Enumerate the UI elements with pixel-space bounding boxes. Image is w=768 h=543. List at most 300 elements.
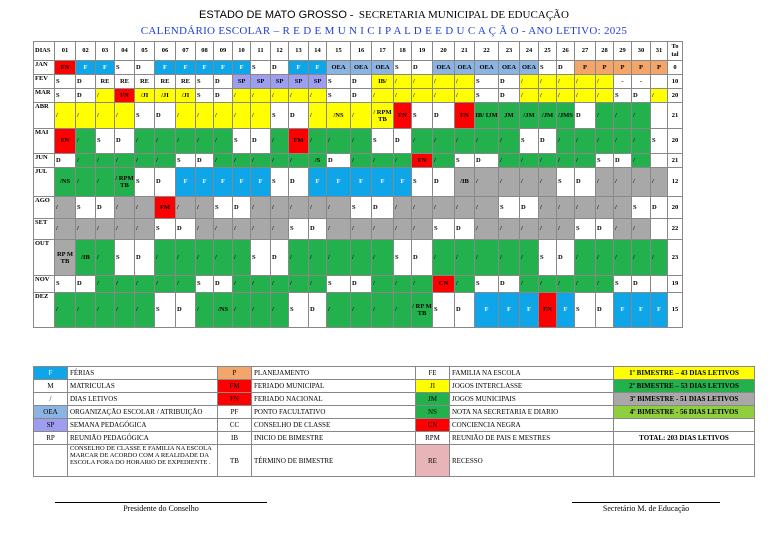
- day-header: 20: [433, 42, 455, 61]
- day-cell: S: [651, 129, 668, 154]
- day-cell: /: [271, 219, 289, 240]
- day-cell: IB/: [372, 75, 394, 89]
- day-cell: D: [55, 154, 76, 168]
- legend-label: FÉRIAS: [68, 367, 218, 380]
- day-cell: SP: [251, 75, 271, 89]
- day-cell: F: [233, 168, 251, 197]
- day-cell: /: [96, 168, 115, 197]
- month-total: 20: [668, 129, 683, 154]
- day-header: 17: [372, 42, 394, 61]
- day-cell: /: [596, 129, 614, 154]
- day-cell: /: [394, 219, 412, 240]
- month-label: MAI: [34, 129, 55, 154]
- legend-label: RECESSO: [450, 445, 614, 477]
- day-cell: /: [176, 240, 196, 276]
- month-total: 21: [668, 103, 683, 129]
- day-cell: /: [455, 89, 475, 103]
- month-total: 20: [668, 89, 683, 103]
- day-cell: /: [196, 197, 214, 219]
- day-cell: D: [76, 276, 96, 293]
- day-cell: /: [309, 89, 327, 103]
- day-cell: D: [351, 75, 372, 89]
- day-cell: /: [520, 89, 539, 103]
- day-cell: D: [155, 168, 176, 197]
- day-cell: D: [271, 240, 289, 276]
- day-cell: S: [475, 75, 499, 89]
- day-header: 03: [96, 42, 115, 61]
- day-cell: S: [96, 129, 115, 154]
- day-cell: FN: [455, 103, 475, 129]
- signature-secretary-label: Secretário M. de Educação: [602, 504, 690, 513]
- legend-label: PONTO FACULTATIVO: [252, 406, 416, 419]
- day-cell: /: [520, 75, 539, 89]
- day-cell: /: [96, 240, 115, 276]
- day-header: 22: [475, 42, 499, 61]
- day-cell: /: [412, 129, 433, 154]
- day-cell: /S: [309, 154, 327, 168]
- legend-code: IB: [218, 432, 252, 445]
- day-cell: /JMS: [557, 103, 575, 129]
- day-cell: /: [96, 276, 115, 293]
- legend-empty: [614, 445, 755, 477]
- day-header: 26: [557, 42, 575, 61]
- day-cell: D: [309, 293, 327, 328]
- legend-code: FN: [218, 393, 252, 406]
- day-header: 01: [55, 42, 76, 61]
- day-cell: /: [614, 240, 632, 276]
- day-cell: /: [196, 240, 214, 276]
- day-cell: /: [233, 240, 251, 276]
- day-cell: /: [632, 154, 651, 168]
- bimestre-summary: 3º BIMESTRE - 51 DIAS LETIVOS: [614, 393, 755, 406]
- day-cell: S: [233, 129, 251, 154]
- day-cell: /: [309, 276, 327, 293]
- month-label: JUN: [34, 154, 55, 168]
- day-cell: OEA: [475, 61, 499, 75]
- legend-code: CN: [416, 419, 450, 432]
- day-cell: /: [155, 129, 176, 154]
- legend-code: TB: [218, 445, 252, 477]
- day-cell: S: [475, 89, 499, 103]
- day-cell: S: [433, 219, 455, 240]
- day-cell: /: [539, 154, 557, 168]
- day-cell: D: [499, 276, 520, 293]
- day-cell: D: [214, 75, 233, 89]
- day-cell: /: [575, 154, 596, 168]
- day-cell: /: [394, 293, 412, 328]
- day-cell: OEA: [433, 61, 455, 75]
- day-cell: /: [596, 240, 614, 276]
- day-cell: F: [372, 168, 394, 197]
- day-cell: /: [115, 219, 135, 240]
- day-cell: D: [632, 276, 651, 293]
- day-cell: /: [372, 293, 394, 328]
- day-cell: /: [196, 219, 214, 240]
- day-header: 06: [155, 42, 176, 61]
- day-cell: F: [394, 168, 412, 197]
- bimestre-summary: 4º BIMESTRE - 56 DIAS LETIVOS: [614, 406, 755, 419]
- day-cell: F: [632, 293, 651, 328]
- legend-code: [34, 445, 68, 477]
- day-cell: F: [155, 61, 176, 75]
- day-cell: /: [539, 168, 557, 197]
- day-cell: FN: [55, 129, 76, 154]
- day-cell: F: [233, 61, 251, 75]
- legend-label: FERIADO NACIONAL: [252, 393, 416, 406]
- day-cell: S: [271, 168, 289, 197]
- day-cell: /: [176, 197, 196, 219]
- day-cell: /: [614, 219, 632, 240]
- day-cell: OEA: [455, 61, 475, 75]
- day-cell: /: [289, 197, 309, 219]
- day-cell: /: [55, 197, 76, 219]
- day-cell: D: [557, 61, 575, 75]
- day-cell: D: [96, 197, 115, 219]
- legend-label: REUNIÃO DE PAIS E MESTRES: [450, 432, 614, 445]
- day-cell: RE: [96, 75, 115, 89]
- day-cell: /: [55, 219, 76, 240]
- day-cell: S: [372, 129, 394, 154]
- day-cell: /: [289, 154, 309, 168]
- day-cell: /: [520, 168, 539, 197]
- day-cell: /: [412, 219, 433, 240]
- day-cell: S: [539, 61, 557, 75]
- day-cell: D: [372, 197, 394, 219]
- day-cell: /: [539, 276, 557, 293]
- day-header: 11: [251, 42, 271, 61]
- day-cell: /: [327, 219, 351, 240]
- day-cell: OEA: [351, 61, 372, 75]
- day-cell: /: [475, 240, 499, 276]
- day-cell: S: [135, 103, 155, 129]
- day-header: 07: [176, 42, 196, 61]
- day-cell: /IB: [76, 240, 96, 276]
- day-cell: S: [412, 168, 433, 197]
- legend-label: CONSELHO DE CLASSE: [252, 419, 416, 432]
- state-title: ESTADO DE MATO GROSSO: [199, 9, 347, 21]
- day-cell: /: [557, 276, 575, 293]
- day-cell: D: [394, 129, 412, 154]
- day-cell: FN: [55, 61, 76, 75]
- day-cell: /: [233, 103, 251, 129]
- day-cell: /: [372, 89, 394, 103]
- day-cell: S: [55, 89, 76, 103]
- legend-code: FM: [218, 380, 252, 393]
- day-cell: D: [135, 61, 155, 75]
- legend-code: OEA: [34, 406, 68, 419]
- day-cell: /: [499, 240, 520, 276]
- day-cell: SP: [271, 75, 289, 89]
- day-cell: /NS: [55, 168, 76, 197]
- day-cell: /: [575, 276, 596, 293]
- day-cell: /: [196, 129, 214, 154]
- legend-label: MATRICULAS: [68, 380, 218, 393]
- day-cell: F: [76, 61, 96, 75]
- legend-code: P: [218, 367, 252, 380]
- day-cell: /: [433, 240, 455, 276]
- legend-code: NS: [416, 406, 450, 419]
- day-cell: /: [539, 219, 557, 240]
- day-cell: /: [271, 293, 289, 328]
- legend-empty: [614, 419, 755, 432]
- month-label: ABR: [34, 103, 55, 129]
- day-cell: /: [214, 129, 233, 154]
- month-total: 15: [668, 293, 683, 328]
- day-cell: /: [351, 129, 372, 154]
- legend-label: INICIO DE BIMESTRE: [252, 432, 416, 445]
- day-cell: /: [394, 154, 412, 168]
- day-cell: /: [520, 219, 539, 240]
- day-cell: S: [327, 75, 351, 89]
- day-cell: D: [155, 103, 176, 129]
- day-header: 19: [412, 42, 433, 61]
- day-header: 10: [233, 42, 251, 61]
- day-cell: F: [327, 168, 351, 197]
- day-cell: /: [412, 75, 433, 89]
- day-cell: F: [176, 61, 196, 75]
- day-cell: F: [289, 61, 309, 75]
- secretaria-title: SECRETARIA MUNICIPAL DE EDUCAÇÃO: [358, 9, 569, 21]
- day-cell: /: [596, 75, 614, 89]
- day-cell: /: [596, 103, 614, 129]
- day-cell: /: [520, 240, 539, 276]
- day-cell: /: [309, 103, 327, 129]
- day-cell: F: [196, 61, 214, 75]
- day-cell: /: [96, 89, 115, 103]
- month-total: 23: [668, 240, 683, 276]
- day-cell: F: [309, 168, 327, 197]
- month-label: DEZ: [34, 293, 55, 328]
- day-header: 15: [327, 42, 351, 61]
- day-cell: /: [327, 240, 351, 276]
- day-cell: D: [596, 219, 614, 240]
- day-cell: D: [214, 89, 233, 103]
- day-cell: /: [251, 293, 271, 328]
- day-cell: D: [76, 75, 96, 89]
- day-cell: D: [433, 168, 455, 197]
- day-cell: D: [196, 154, 214, 168]
- day-header: 13: [289, 42, 309, 61]
- month-label: JAN: [34, 61, 55, 75]
- day-cell: /: [214, 103, 233, 129]
- day-cell: P: [632, 61, 651, 75]
- day-cell: D: [289, 103, 309, 129]
- day-cell: S: [176, 154, 196, 168]
- day-cell: /: [233, 154, 251, 168]
- day-cell: RP M TB: [55, 240, 76, 276]
- day-cell: S: [196, 75, 214, 89]
- day-cell: /: [251, 103, 271, 129]
- day-cell: /: [372, 154, 394, 168]
- day-cell: S: [575, 219, 596, 240]
- month-total: 0: [668, 61, 683, 75]
- day-cell: SP: [289, 75, 309, 89]
- day-cell: /: [251, 197, 271, 219]
- day-cell: F: [214, 168, 233, 197]
- day-cell: F: [251, 168, 271, 197]
- day-cell: /: [309, 240, 327, 276]
- day-cell: /: [394, 75, 412, 89]
- day-cell: S: [596, 154, 614, 168]
- day-cell: /: [289, 276, 309, 293]
- day-cell: F: [499, 293, 520, 328]
- month-label: FEV: [34, 75, 55, 89]
- legend-code: RP: [34, 432, 68, 445]
- total-header: To tal: [668, 42, 683, 61]
- day-cell: -: [614, 75, 632, 89]
- day-cell: /: [632, 240, 651, 276]
- day-cell: S: [412, 103, 433, 129]
- day-cell: /: [289, 240, 309, 276]
- day-cell: /: [135, 197, 155, 219]
- day-cell: F: [309, 61, 327, 75]
- day-cell: /: [455, 276, 475, 293]
- month-label: SET: [34, 219, 55, 240]
- day-cell: /: [251, 219, 271, 240]
- day-cell: /: [539, 197, 557, 219]
- day-cell: /: [233, 89, 251, 103]
- day-cell: D: [412, 61, 433, 75]
- day-cell: /: [289, 89, 309, 103]
- day-cell: D: [614, 154, 632, 168]
- day-cell: F: [214, 61, 233, 75]
- day-cell: /: [214, 219, 233, 240]
- month-total: 22: [668, 219, 683, 240]
- day-cell: S: [520, 129, 539, 154]
- day-cell: F: [520, 293, 539, 328]
- day-cell: /: [155, 276, 176, 293]
- day-cell: /: [575, 75, 596, 89]
- legend-code: JI: [416, 380, 450, 393]
- day-cell: S: [394, 61, 412, 75]
- day-cell: /: [575, 197, 596, 219]
- corner-days-label: DIAS: [34, 42, 55, 61]
- day-cell: /: [251, 276, 271, 293]
- day-cell: /: [557, 219, 575, 240]
- day-cell: /: [271, 89, 289, 103]
- day-cell: /: [412, 89, 433, 103]
- legend-label: NOTA NA SECRETARIA E DIARIO: [450, 406, 614, 419]
- day-cell: /: [115, 154, 135, 168]
- day-cell: RE: [155, 75, 176, 89]
- day-cell: D: [271, 61, 289, 75]
- month-label: NOV: [34, 276, 55, 293]
- signature-president: [55, 502, 267, 513]
- total-days: TOTAL: 203 DIAS LETIVOS: [614, 432, 755, 445]
- month-label: AGO: [34, 197, 55, 219]
- day-cell: SP: [233, 75, 251, 89]
- legend-label: FAMILIA NA ESCOLA: [450, 367, 614, 380]
- day-cell: F: [176, 168, 196, 197]
- day-cell: D: [135, 240, 155, 276]
- day-cell: /JI: [155, 89, 176, 103]
- day-cell: /: [55, 103, 76, 129]
- day-cell: S: [55, 75, 76, 89]
- day-cell: D: [115, 129, 135, 154]
- day-cell: S: [433, 293, 455, 328]
- day-cell: /: [233, 276, 251, 293]
- day-cell: /: [499, 219, 520, 240]
- day-cell: /: [596, 276, 614, 293]
- day-cell: /: [327, 293, 351, 328]
- day-cell: F: [651, 293, 668, 328]
- day-cell: -: [632, 75, 651, 89]
- day-cell: F: [196, 168, 214, 197]
- day-cell: /: [433, 89, 455, 103]
- day-cell: /: [455, 197, 475, 219]
- day-cell: /: [475, 129, 499, 154]
- day-cell: /: [96, 219, 115, 240]
- day-header: 14: [309, 42, 327, 61]
- day-cell: S: [196, 276, 214, 293]
- day-cell: /: [575, 89, 596, 103]
- day-cell: FN: [115, 89, 135, 103]
- day-cell: S: [289, 293, 309, 328]
- day-cell: [651, 75, 668, 89]
- day-cell: /: [557, 75, 575, 89]
- day-cell: S: [55, 276, 76, 293]
- day-header: 18: [394, 42, 412, 61]
- day-cell: /: [96, 154, 115, 168]
- day-cell: /: [596, 168, 614, 197]
- legend-label: ORGANIZAÇÃO ESCOLAR / ATRIBUIÇÃO: [68, 406, 218, 419]
- day-cell: /: [372, 219, 394, 240]
- day-header: 27: [575, 42, 596, 61]
- day-cell: S: [614, 89, 632, 103]
- day-cell: S: [632, 197, 651, 219]
- day-cell: D: [214, 276, 233, 293]
- legend-label: SEMANA PEDAGÓGICA: [68, 419, 218, 432]
- day-cell: P: [596, 61, 614, 75]
- day-cell: /JI: [135, 89, 155, 103]
- day-cell: /: [96, 103, 115, 129]
- day-cell: /: [327, 129, 351, 154]
- legend-label: CONSELHO DE CLASSE E FAMILIA NA ESCOLA MARCAR DE ACORDO COM A REALIDADE DA ESCOLA FORA DO HORARIO DE EXPEDIENTE .: [68, 445, 218, 477]
- day-cell: /: [55, 293, 76, 328]
- day-cell: S: [251, 240, 271, 276]
- day-cell: CN: [433, 276, 455, 293]
- legend-code: RPM: [416, 432, 450, 445]
- day-cell: D: [651, 197, 668, 219]
- day-cell: S: [394, 240, 412, 276]
- day-cell: /: [115, 103, 135, 129]
- day-cell: S: [271, 103, 289, 129]
- day-cell: D: [596, 293, 614, 328]
- day-cell: S: [76, 197, 96, 219]
- day-cell: F: [614, 293, 632, 328]
- day-cell: /: [351, 219, 372, 240]
- day-cell: /: [632, 168, 651, 197]
- day-cell: /: [309, 197, 327, 219]
- day-header: 28: [596, 42, 614, 61]
- day-cell: /: [196, 103, 214, 129]
- day-cell: /: [214, 154, 233, 168]
- day-cell: S: [557, 168, 575, 197]
- day-cell: /: [651, 240, 668, 276]
- day-cell: D: [233, 197, 251, 219]
- day-cell: RE: [176, 75, 196, 89]
- day-cell: D: [575, 103, 596, 129]
- day-header: 24: [520, 42, 539, 61]
- day-cell: /: [196, 293, 214, 328]
- day-cell: /: [176, 276, 196, 293]
- day-cell: D: [309, 219, 327, 240]
- day-cell: S: [155, 293, 176, 328]
- day-cell: D: [632, 89, 651, 103]
- day-cell: S: [289, 219, 309, 240]
- day-cell: /: [115, 276, 135, 293]
- signature-secretary: [572, 502, 720, 513]
